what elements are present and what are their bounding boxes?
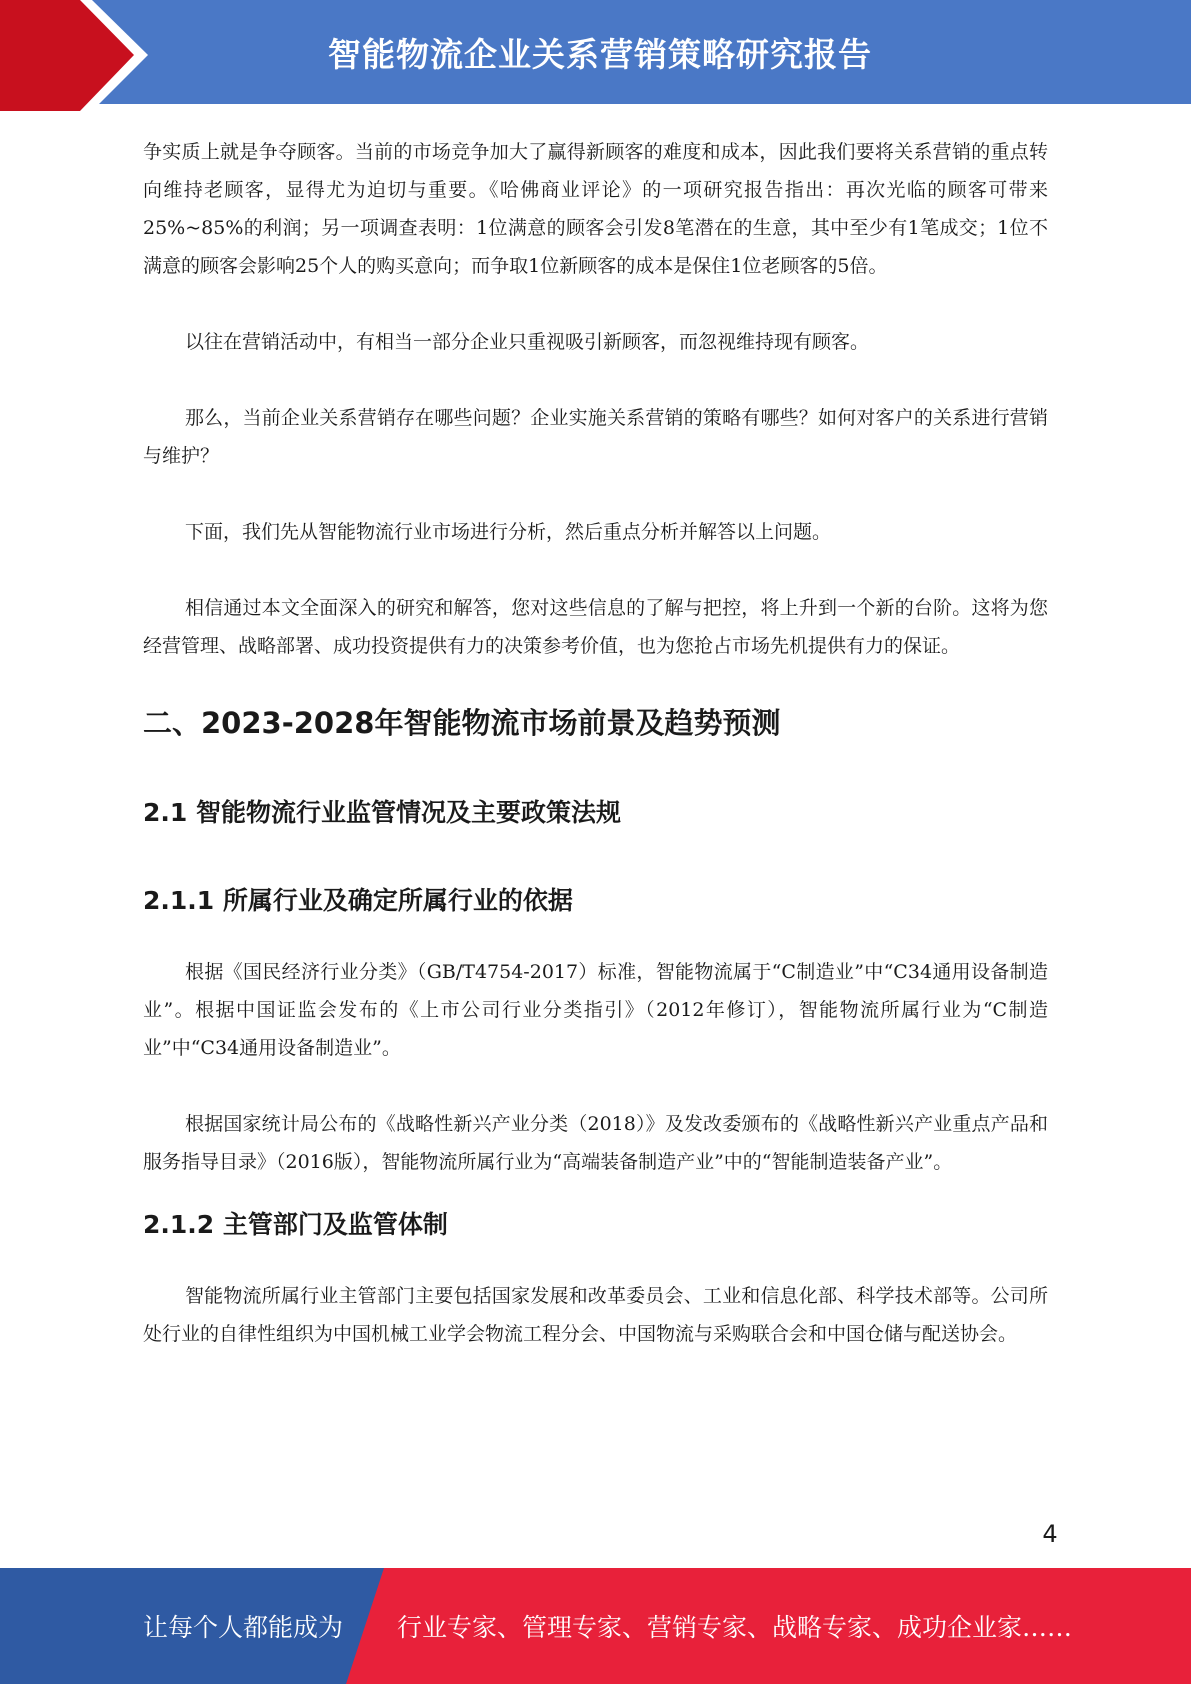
paragraph-past-marketing: 以往在营销活动中，有相当一部分企业只重视吸引新顾客，而忽视维持现有顾客。 xyxy=(185,331,870,353)
paragraph-intro-continued: 争实质上就是争夺顾客。当前的市场竞争加大了赢得新顾客的难度和成本，因此我们要将关系营销的重点转向维持老顾客，显得尤为迫切与重要。《哈佛商业评论》的一项研究报告指出：再次光临的顾客可带来25%~85%的利润；另一项调查表明：1位满意的顾客会引发8笔潜在的生意，其中至少有1笔成交；1位不满意的顾客会影响25个人的购买意向；而争取1位新顾客的成本是保住1位老顾客的5倍。 xyxy=(143,141,1048,277)
paragraph-strategic-industry: 根据国家统计局公布的《战略性新兴产业分类（2018）》及发改委颁布的《战略性新兴产业重点产品和服务指导目录》（2016版），智能物流所属行业为“高端装备制造产业”中的“智能制造装备产业”。 xyxy=(143,1113,1048,1173)
paragraph-industry-classification: 根据《国民经济行业分类》（GB/T4754-2017）标准，智能物流属于“C制造业”中“C34通用设备制造业”。根据中国证监会发布的《上市公司行业分类指引》（2012年修订），智能物流所属行业为“C制造业”中“C34通用设备制造业”。 xyxy=(143,961,1048,1059)
paragraph-questions: 那么，当前企业关系营销存在哪些问题？企业实施关系营销的策略有哪些？如何对客户的关系进行营销与维护？ xyxy=(143,407,1048,467)
paragraph-regulators: 智能物流所属行业主管部门主要包括国家发展和改革委员会、工业和信息化部、科学技术部等。公司所处行业的自律性组织为中国机械工业学会物流工程分会、中国物流与采购联合会和中国仓储与配送协会。 xyxy=(143,1285,1048,1345)
footer-slogan-right: 行业专家、管理专家、营销专家、战略专家、成功企业家…… xyxy=(397,1613,1073,1642)
paragraph-value: 相信通过本文全面深入的研究和解答，您对这些信息的了解与把控，将上升到一个新的台阶。这将为您经营管理、战略部署、成功投资提供有力的决策参考价值，也为您抢占市场先机提供有力的保证。 xyxy=(143,597,1048,657)
header-banner xyxy=(0,0,1191,111)
subsection-heading-2-1: 2.1 智能物流行业监管情况及主要政策法规 xyxy=(143,798,621,827)
paragraph-next-steps: 下面，我们先从智能物流行业市场进行分析，然后重点分析并解答以上问题。 xyxy=(185,521,832,543)
subsection-heading-2-1-2: 2.1.2 主管部门及监管体制 xyxy=(143,1210,448,1239)
page-number: 4 xyxy=(1042,1520,1058,1548)
section-heading-2: 二、2023-2028年智能物流市场前景及趋势预测 xyxy=(143,706,781,740)
report-title: 智能物流企业关系营销策略研究报告 xyxy=(328,34,872,74)
footer-slogan-left: 让每个人都能成为 xyxy=(143,1613,344,1642)
page-content xyxy=(143,133,1048,1391)
footer-banner xyxy=(0,1568,1191,1684)
subsection-heading-2-1-1: 2.1.1 所属行业及确定所属行业的依据 xyxy=(143,886,573,915)
